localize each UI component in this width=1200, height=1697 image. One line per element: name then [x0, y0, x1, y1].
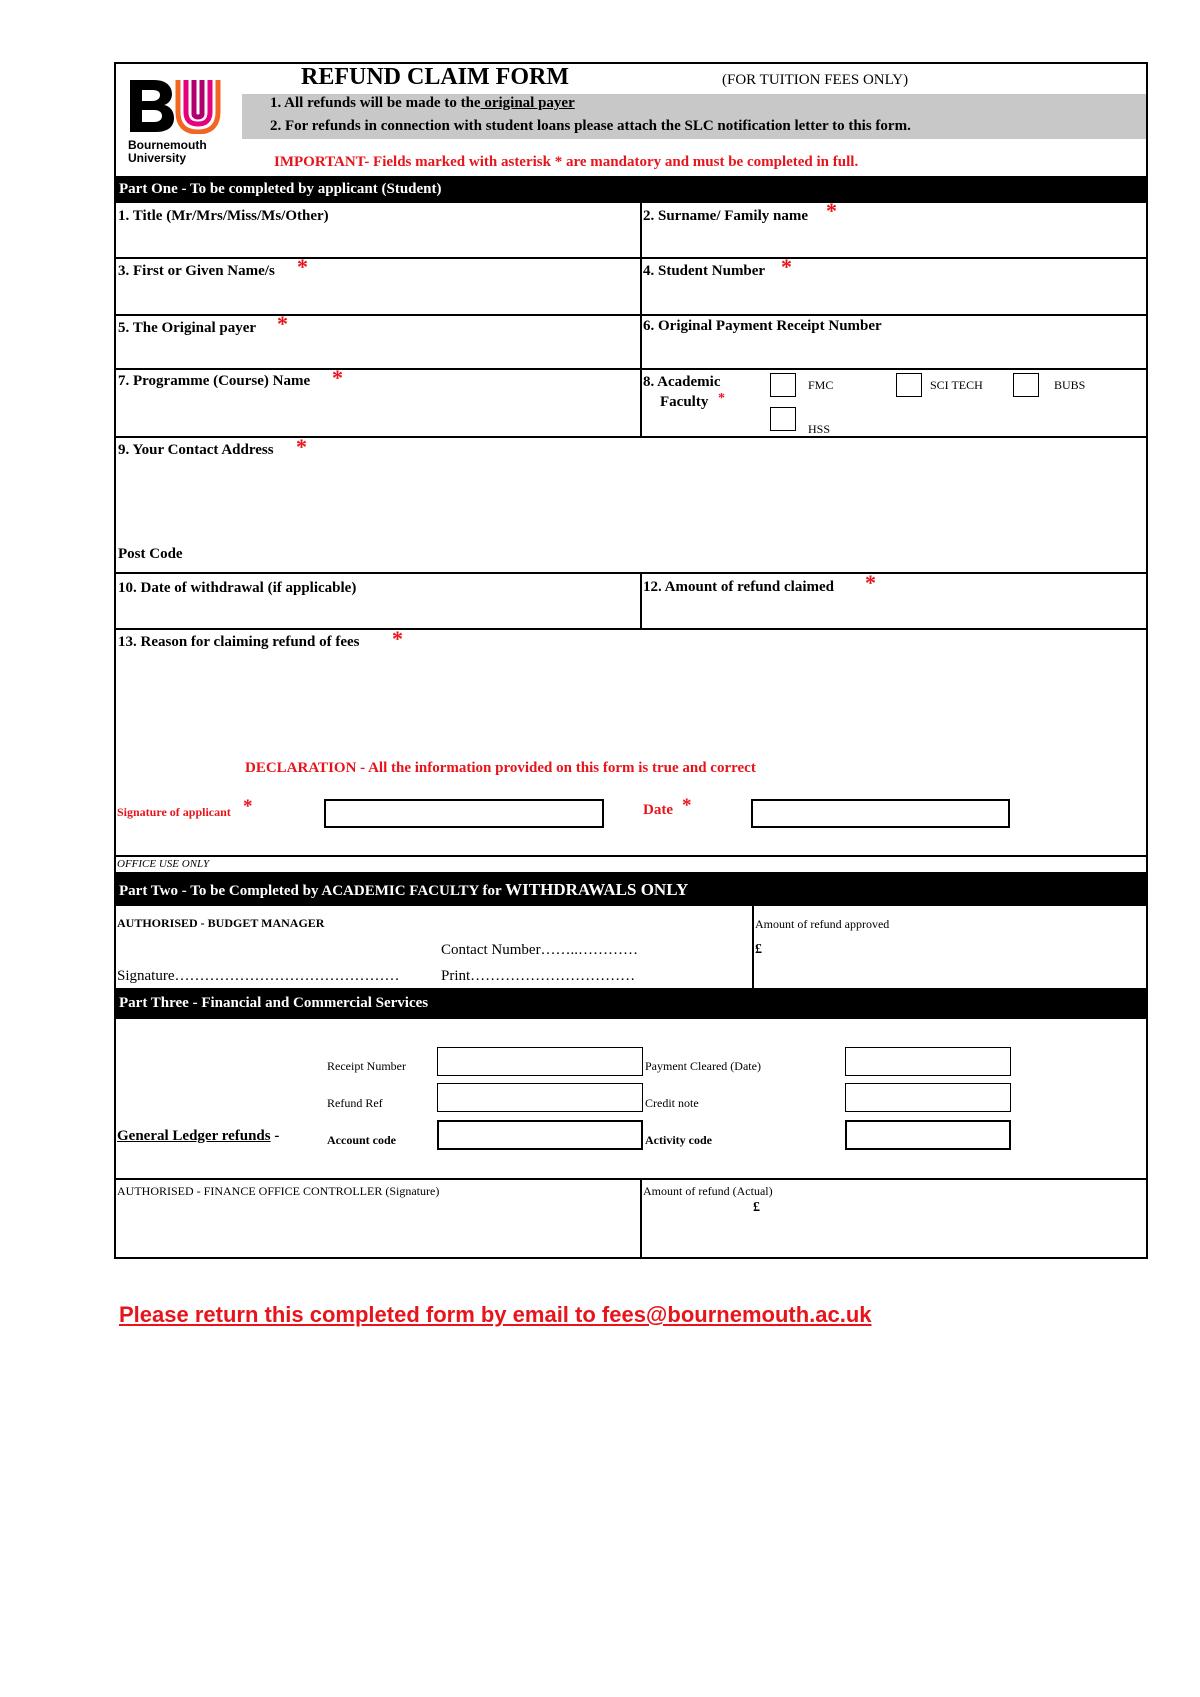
- field-programme-input[interactable]: [118, 395, 636, 433]
- divider: [116, 314, 1146, 316]
- field-withdrawal-date-label: 10. Date of withdrawal (if applicable): [118, 580, 357, 596]
- divider: [116, 628, 1146, 630]
- field-student-number-input[interactable]: [643, 283, 1143, 311]
- form-title: REFUND CLAIM FORM: [301, 64, 569, 90]
- field-title-input[interactable]: [118, 228, 636, 254]
- part-one-heading: Part One - To be completed by applicant (Student): [116, 176, 1146, 203]
- activity-code-field[interactable]: [845, 1120, 1011, 1150]
- field-faculty-label-line2: Faculty: [660, 394, 709, 410]
- declaration-text: DECLARATION - All the information provided on this form is true and correct: [245, 760, 756, 776]
- checkbox-bubs[interactable]: [1013, 373, 1039, 397]
- form-title-note: (FOR TUITION FEES ONLY): [722, 72, 909, 88]
- field-surname-input[interactable]: [643, 228, 1143, 254]
- note-2: 2. For refunds in connection with student loans please attach the SLC notification letter to this form.: [270, 118, 911, 134]
- field-contact-address-label: 9. Your Contact Address: [118, 442, 274, 458]
- field-faculty-label-line1: 8. Academic: [643, 374, 721, 390]
- field-surname-label: 2. Surname/ Family name: [643, 208, 808, 224]
- note-1: [270, 95, 575, 112]
- field-reason-label: 13. Reason for claiming refund of fees: [118, 634, 360, 650]
- divider: [116, 368, 1146, 370]
- checkbox-bubs-label: BUBS: [1054, 378, 1086, 392]
- required-asterisk: *: [243, 796, 253, 817]
- field-receipt-number-label: 6. Original Payment Receipt Number: [643, 318, 882, 334]
- column-divider: [640, 203, 642, 436]
- amount-approved-label: Amount of refund approved: [755, 917, 890, 931]
- budget-signature-field[interactable]: Signature………………………………………: [117, 968, 400, 984]
- required-asterisk: *: [277, 311, 288, 336]
- field-withdrawal-date-input[interactable]: [118, 600, 636, 626]
- field-refund-amount-input[interactable]: [643, 600, 1143, 626]
- receipt-number-field[interactable]: [437, 1047, 643, 1076]
- credit-note-field[interactable]: [845, 1083, 1011, 1112]
- divider: [116, 257, 1146, 259]
- applicant-signature-field[interactable]: [324, 799, 604, 828]
- note-1-underlined: original payer: [480, 95, 575, 111]
- general-ledger-dash: -: [270, 1128, 280, 1144]
- amount-actual-currency: £: [753, 1200, 760, 1215]
- divider: [116, 1178, 1146, 1180]
- general-ledger-label: [117, 1128, 279, 1145]
- field-postcode-label: Post Code: [118, 546, 183, 562]
- amount-approved-currency: £: [755, 942, 762, 957]
- bu-logo-mark: [128, 78, 224, 134]
- required-asterisk: *: [865, 570, 876, 595]
- account-code-field[interactable]: [437, 1120, 643, 1150]
- field-first-name-input[interactable]: [118, 283, 636, 311]
- checkbox-hss-label: HSS: [808, 422, 831, 436]
- applicant-date-field[interactable]: [751, 799, 1010, 828]
- general-ledger-text: General Ledger refunds: [117, 1128, 271, 1144]
- checkbox-hss[interactable]: [770, 407, 796, 431]
- budget-manager-label: AUTHORISED - BUDGET MANAGER: [117, 916, 325, 930]
- budget-print-field[interactable]: Print……………………………: [441, 968, 636, 984]
- finance-controller-label: AUTHORISED - FINANCE OFFICE CONTROLLER (Signature): [117, 1184, 440, 1198]
- account-code-label: Account code: [327, 1133, 396, 1147]
- refund-ref-field[interactable]: [437, 1083, 643, 1112]
- finance-controller-signature-field[interactable]: [118, 1202, 636, 1252]
- contact-number-field[interactable]: Contact Number……..…………: [441, 942, 639, 958]
- column-divider: [640, 572, 642, 628]
- checkbox-fmc-label: FMC: [808, 378, 834, 392]
- divider: [116, 436, 1146, 438]
- required-asterisk: *: [392, 626, 403, 651]
- divider: [116, 572, 1146, 574]
- office-use-label: OFFICE USE ONLY: [117, 858, 210, 870]
- signature-label: Signature of applicant: [117, 805, 231, 819]
- required-asterisk: *: [718, 391, 725, 406]
- field-receipt-number-input[interactable]: [643, 340, 1143, 366]
- checkbox-fmc[interactable]: [770, 373, 796, 397]
- note-1-text: 1. All refunds will be made to the: [270, 95, 481, 111]
- amount-actual-label: Amount of refund (Actual): [643, 1184, 773, 1198]
- part-two-heading-text: Part Two - To be Completed by ACADEMIC FACULTY for: [119, 883, 506, 899]
- required-asterisk: *: [296, 434, 307, 459]
- payment-cleared-field[interactable]: [845, 1047, 1011, 1076]
- required-asterisk: *: [682, 795, 692, 816]
- field-original-payer-label: 5. The Original payer: [118, 320, 257, 336]
- activity-code-label: Activity code: [645, 1133, 712, 1147]
- required-asterisk: *: [332, 365, 343, 390]
- logo-text-line2: University: [128, 151, 187, 165]
- checkbox-sci-tech[interactable]: [896, 373, 922, 397]
- part-two-heading-emphasis: WITHDRAWALS ONLY: [505, 880, 689, 899]
- credit-note-label: Credit note: [645, 1096, 699, 1110]
- field-reason-input[interactable]: [118, 656, 1142, 756]
- part-two-heading: [116, 873, 1146, 906]
- date-label: Date: [643, 802, 673, 818]
- return-email-note[interactable]: Please return this completed form by email to fees@bournemouth.ac.uk: [119, 1302, 872, 1327]
- logo-text-line1: Bournemouth: [128, 138, 207, 152]
- checkbox-sci-tech-label: SCI TECH: [930, 378, 983, 392]
- field-contact-address-input[interactable]: [118, 464, 1142, 544]
- column-divider: [640, 1178, 642, 1257]
- important-notice: IMPORTANT- Fields marked with asterisk * are mandatory and must be completed in full.: [274, 154, 859, 170]
- field-first-name-label: 3. First or Given Name/s: [118, 263, 275, 279]
- refund-ref-label: Refund Ref: [327, 1096, 383, 1110]
- payment-cleared-label: Payment Cleared (Date): [645, 1059, 761, 1073]
- part-three-heading: Part Three - Financial and Commercial Services: [116, 988, 1146, 1019]
- field-original-payer-input[interactable]: [118, 340, 636, 366]
- divider: [116, 855, 1146, 857]
- field-student-number-label: 4. Student Number: [643, 263, 766, 279]
- bu-logo: [128, 78, 228, 164]
- field-title-label: 1. Title (Mr/Mrs/Miss/Ms/Other): [118, 208, 329, 224]
- field-refund-amount-label: 12. Amount of refund claimed: [643, 579, 834, 595]
- required-asterisk: *: [781, 254, 792, 279]
- field-programme-label: 7. Programme (Course) Name: [118, 373, 311, 389]
- column-divider: [752, 906, 754, 988]
- required-asterisk: *: [826, 198, 837, 223]
- required-asterisk: *: [297, 254, 308, 279]
- receipt-number-label: Receipt Number: [327, 1059, 406, 1073]
